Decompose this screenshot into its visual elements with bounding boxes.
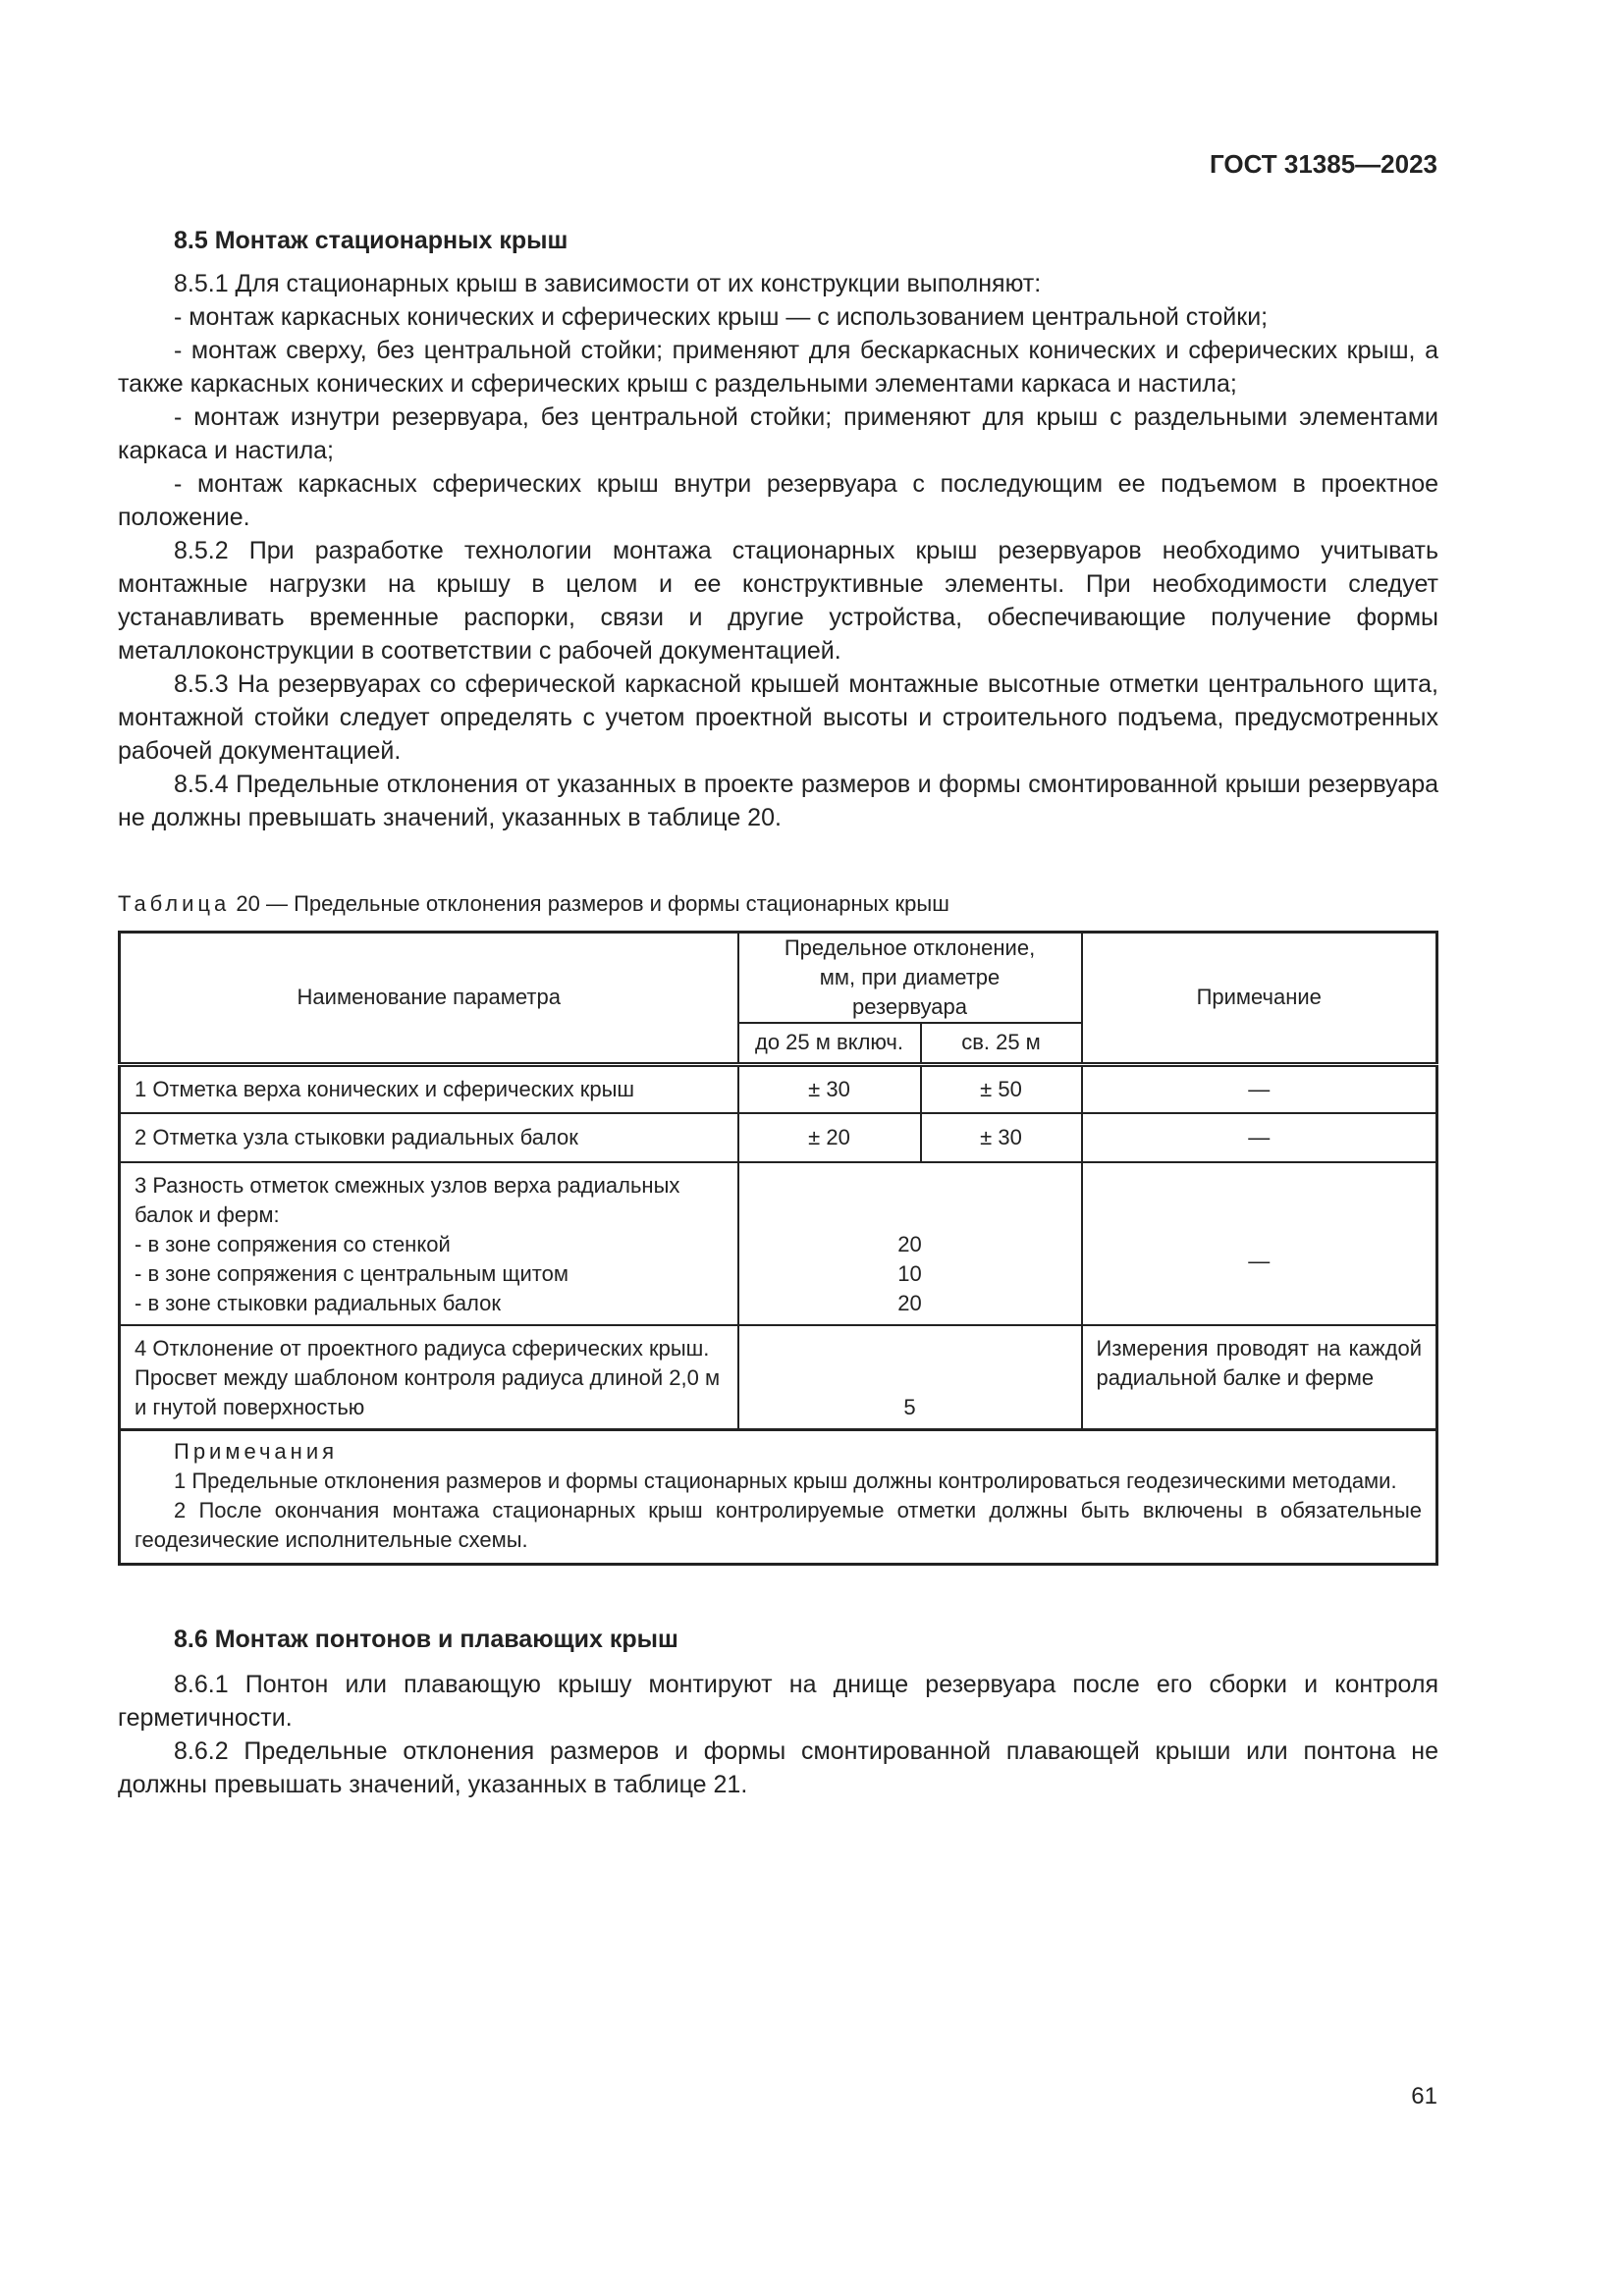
paragraph: 8.5.3 На резервуарах со сферической каркасной крышей монтажные высотные отметки центрального щита, монтажной стойки следует определять с учетом проектной высоты и строительного подъема, предусмотренных рабочей документацией. (118, 670, 1438, 765)
paragraph: - монтаж сверху, без центральной стойки; применяют для бескаркасных конических и сферических крыш, а также каркасных конических и сферических крыш с раздельными элементами каркаса и настила; (118, 337, 1438, 398)
note-cell: — (1082, 1162, 1437, 1325)
param-cell (120, 1162, 738, 1325)
caption-word: Таблица (118, 891, 231, 916)
paragraph: - монтаж каркасных конических и сферических крыш — с использованием центральной стойки; (174, 303, 1269, 331)
document-header: ГОСТ 31385—2023 (1210, 149, 1437, 179)
value-cell: ± 30 (921, 1113, 1082, 1162)
caption-text: 20 — Предельные отклонения размеров и формы стационарных крыш (230, 891, 949, 916)
param-item: - в зоне сопряжения с центральным щитом (135, 1261, 568, 1286)
table-20 (118, 889, 1438, 1566)
table-row (120, 1113, 1437, 1162)
header-diam-2: св. 25 м (921, 1023, 1082, 1064)
section-title: 8.6 Монтаж понтонов и плавающих крыш (174, 1626, 678, 1653)
section-title: 8.5 Монтаж стационарных крыш (174, 227, 568, 254)
paragraph: 8.6.1 Понтон или плавающую крышу монтируют на днище резервуара после его сборки и контроля герметичности. (118, 1671, 1438, 1732)
header-param: Наименование параметра (120, 933, 738, 1065)
note-cell: — (1082, 1113, 1437, 1162)
paragraph: 8.5.2 При разработке технологии монтажа стационарных крыш резервуаров необходимо учитывать монтажные нагрузки на крышу в целом и ее конструктивные элементы. При необходимости следует устанавливать временные распорки, связи и другие устройства, обеспечивающие получение формы металлоконструкции в соответствии с рабочей документацией. (118, 537, 1438, 665)
param-cell: 1 Отметка верха конических и сферических крыш (120, 1064, 738, 1113)
paragraph: 8.6.2 Предельные отклонения размеров и формы смонтированной плавающей крыши или понтона не должны превышать значений, указанных в таблице 21. (118, 1737, 1438, 1798)
value-cell: 5 (738, 1325, 1082, 1430)
value: 20 (897, 1291, 922, 1315)
value-cell: ± 30 (738, 1064, 921, 1113)
note-cell: Измерения проводят на каждой радиальной балке и ферме (1082, 1325, 1437, 1430)
note: 1 Предельные отклонения размеров и формы стационарных крыш должны контролироваться геодезическими методами. (174, 1468, 1397, 1493)
paragraph: - монтаж изнутри резервуара, без центральной стойки; применяют для крыш с раздельными элементами каркаса и настила; (118, 403, 1438, 464)
param-text: 3 Разность отметок смежных узлов верха радиальных балок и ферм: (135, 1173, 680, 1227)
paragraph: 8.5.4 Предельные отклонения от указанных в проекте размеров и формы смонтированной крыши резервуара не должны превышать значений, указанных в таблице 20. (118, 771, 1438, 831)
paragraph: 8.5.1 Для стационарных крыш в зависимости от их конструкции выполняют: (174, 270, 1042, 297)
table-notes (118, 1431, 1438, 1566)
value-cell: ± 20 (738, 1113, 921, 1162)
note-cell: — (1082, 1064, 1437, 1113)
param-item: - в зоне стыковки радиальных балок (135, 1291, 502, 1315)
notes-title: Примечания (174, 1439, 339, 1464)
table-caption (118, 889, 1438, 919)
param-cell: 4 Отклонение от проектного радиуса сферических крыш. Просвет между шаблоном контроля радиуса длиной 2,0 м и гнутой поверхностью (120, 1325, 738, 1430)
deviation-table (118, 931, 1438, 1431)
section-8-5 (118, 224, 1438, 834)
value-cell (738, 1162, 1082, 1325)
section-8-6 (118, 1623, 1438, 1801)
header-diam-1: до 25 м включ. (738, 1023, 921, 1064)
note: 2 После окончания монтажа стационарных крыш контролируемые отметки должны быть включены в обязательные геодезические исполнительные схемы. (135, 1498, 1422, 1552)
header-note: Примечание (1082, 933, 1437, 1065)
value-cell: ± 50 (921, 1064, 1082, 1113)
param-item: - в зоне сопряжения со стенкой (135, 1232, 451, 1256)
page-number: 61 (1411, 2083, 1437, 2109)
header-deviation: Предельное отклонение, мм, при диаметре резервуара (738, 933, 1082, 1024)
table-row (120, 1325, 1437, 1430)
paragraph: - монтаж каркасных сферических крыш внутри резервуара с последующим ее подъемом в проектное положение. (118, 470, 1438, 531)
value: 10 (897, 1261, 922, 1286)
value: 20 (897, 1232, 922, 1256)
table-row (120, 1162, 1437, 1325)
param-cell: 2 Отметка узла стыковки радиальных балок (120, 1113, 738, 1162)
table-row (120, 1064, 1437, 1113)
